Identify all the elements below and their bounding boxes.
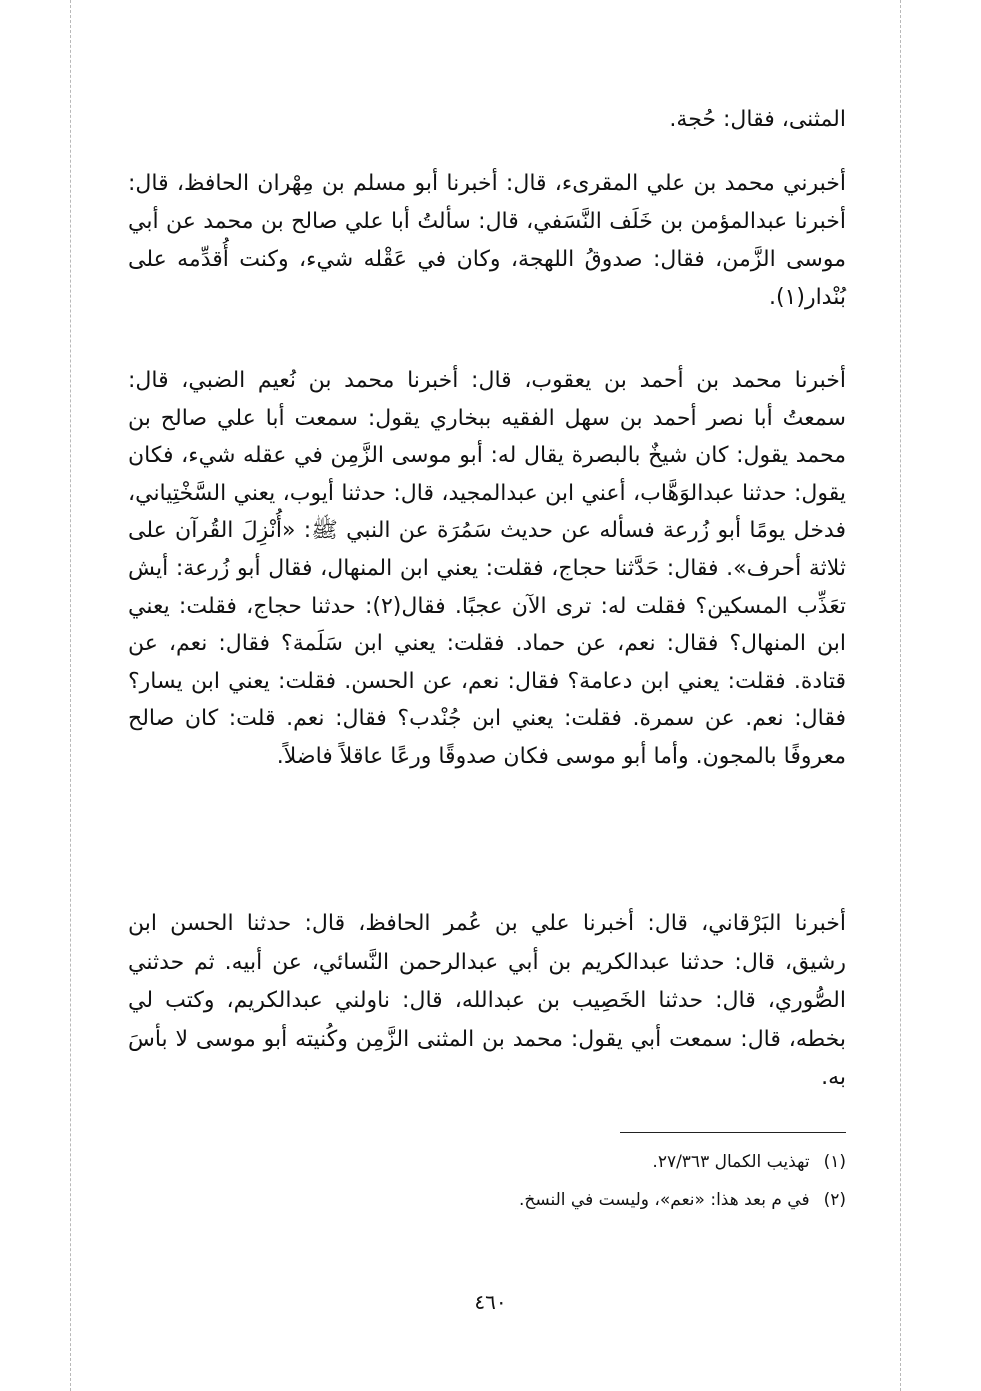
paragraph-3: أخبرنا البَرْقاني، قال: أخبرنا علي بن عُمر الحافظ، قال: حدثنا الحسن ابن رشيق، قال: حدثنا عبدالكريم بن أبي عبدالرحمن النَّسائي، عن أبيه. ثم حدثني الصُّوري، قال: حدثنا الخَصِيب بن عبدالله، قال: ناولني عبدالكريم، وكتب لي بخطه، قال: سمعت أبي يقول: محمد بن المثنى الزَّمِن وكُنيته أبو موسى لا بأسَ به. <box>128 911 846 1090</box>
paragraph-1: أخبرني محمد بن علي المقرىء، قال: أخبرنا أبو مسلم بن مِهْران الحافظ، قال: أخبرنا عبدالمؤمن بن خَلَف النَّسَفي، قال: سألتُ أبا علي صالح بن محمد عن أبي موسى الزَّمن، فقال: صدوقُ اللهجة، وكان في عَقْله شيء، وكنت أُقدِّمه على بُنْدار(١). <box>128 171 846 310</box>
footnote-1 <box>128 1152 846 1172</box>
footnote-number: (١) <box>823 1152 846 1172</box>
footnote-separator <box>620 1132 846 1133</box>
footnote-number: (٢) <box>823 1190 846 1210</box>
footnote-text: تهذيب الكمال ٢٧/٣٦٣. <box>652 1152 810 1172</box>
footnote-2 <box>128 1190 846 1210</box>
right-margin-guide <box>900 0 901 1391</box>
left-margin-guide <box>70 0 71 1391</box>
paragraph-2: أخبرنا محمد بن أحمد بن يعقوب، قال: أخبرنا محمد بن نُعيم الضبي، قال: سمعتُ أبا نصر أحمد بن سهل الفقيه ببخاري يقول: سمعت أبا علي صالح بن محمد يقول: كان شيخٌ بالبصرة يقال له: أبو موسى الزَّمِن في عقله شيء، فكان يقول: حدثنا عبدالوَهَّاب، أعني ابن عبدالمجيد، قال: حدثنا أيوب، يعني السَّخْتِياني، فدخل يومًا أبو زُرعة فسأله عن حديث سَمُرَة عن النبي ﷺ: «أُنْزِلَ القُرآن على ثلاثة أحرف». فقال: حَدَّثنا حجاج، فقلت: يعني ابن المنهال، فقال أبو زُرعة: أيش تعَذِّب المسكين؟ فقلت له: ترى الآن عجبًا. فقال(٢): حدثنا حجاج، فقلت: يعني ابن المنهال؟ فقال: نعم، عن حماد. فقلت: يعني ابن سَلَمة؟ فقال: نعم، عن قتادة. فقلت: يعني ابن دعامة؟ فقال: نعم، عن الحسن. فقلت: يعني ابن يسار؟ فقال: نعم. عن سمرة. فقلت: يعني ابن جُنْدب؟ فقال: نعم. قلت: كان صالح معروفًا بالمجون. وأما أبو موسى فكان صدوقًا ورعًا عاقلاً فاضلاً. <box>128 368 846 769</box>
footnote-text: في م بعد هذا: «نعم»، وليست في النسخ. <box>518 1190 810 1210</box>
paragraph-continuation: المثنى، فقال: حُجة. <box>669 107 846 132</box>
page-number: ٤٦٠ <box>474 1290 507 1314</box>
